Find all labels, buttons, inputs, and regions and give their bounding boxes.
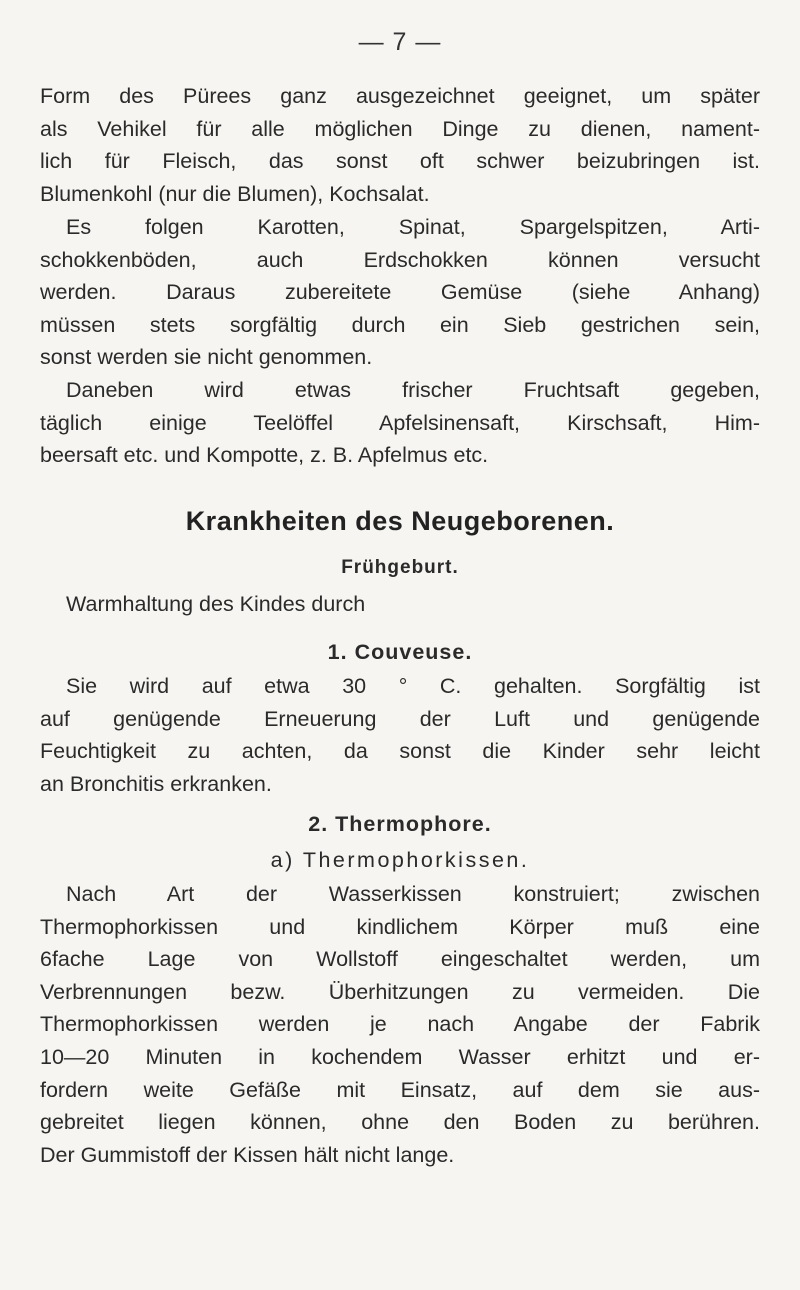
text-line: Es folgen Karotten, Spinat, Spargelspitzen, Arti-	[66, 215, 760, 239]
item-couveuse-title: 1. Couveuse.	[327, 640, 473, 664]
text-line: Der Gummistoff der Kissen hält nicht lange.	[40, 1142, 455, 1167]
text-line: beersaft etc. und Kompotte, z. B. Apfelmus etc.	[40, 443, 489, 468]
section-subheading: Frühgeburt.	[341, 557, 459, 578]
text-line: sonst werden sie nicht genommen.	[40, 345, 373, 370]
text-line: Nach Art der Wasserkissen konstruiert; zwischen	[66, 882, 760, 906]
paragraph-vegetables	[40, 211, 760, 374]
text-line: schokkenböden, auch Erdschokken können versucht	[40, 247, 760, 272]
text-line: lich für Fleisch, das sonst oft schwer beizubringen ist.	[40, 149, 760, 174]
page-number: — 7 —	[358, 28, 442, 56]
text-line: an Bronchitis erkranken.	[40, 771, 272, 796]
text-line: Blumenkohl (nur die Blumen), Kochsalat.	[40, 181, 430, 206]
paragraph-fruit-juice	[40, 374, 760, 472]
text-line: Form des Pürees ganz ausgezeichnet geeignet, um später	[40, 84, 760, 108]
text-line: täglich einige Teelöffel Apfelsinensaft, Kirschsaft, Him-	[40, 410, 760, 435]
item-thermophore-title: 2. Thermophore.	[308, 812, 492, 836]
text-line: 6fache Lage von Wollstoff eingeschaltet werden, um	[40, 947, 760, 972]
text-line: fordern weite Gefäße mit Einsatz, auf dem sie aus-	[40, 1077, 760, 1102]
section-heading: Krankheiten des Neugeborenen.	[185, 506, 615, 536]
text-line: auf genügende Erneuerung der Luft und genügende	[40, 706, 760, 731]
paragraph-couveuse	[40, 670, 760, 800]
text-line: Thermophorkissen und kindlichem Körper muß eine	[40, 914, 760, 939]
intro-line	[40, 588, 760, 621]
text-line: gebreitet liegen können, ohne den Boden zu berühren.	[40, 1110, 760, 1135]
paragraph-thermophorkissen	[40, 878, 760, 1171]
text-line: 10—20 Minuten in kochendem Wasser erhitzt und er-	[40, 1044, 760, 1069]
text-line: als Vehikel für alle möglichen Dinge zu dienen, nament-	[40, 116, 760, 141]
text-line: Warmhaltung des Kindes durch	[66, 592, 366, 616]
text-line: Feuchtigkeit zu achten, da sonst die Kinder sehr leicht	[40, 739, 760, 764]
paragraph-puree	[40, 80, 760, 210]
text-line: Thermophorkissen werden je nach Angabe der Fabrik	[40, 1012, 760, 1037]
item-thermophorkissen-subtitle: a) Thermophorkissen.	[270, 848, 530, 872]
text-line: werden. Daraus zubereitete Gemüse (siehe Anhang)	[40, 280, 760, 305]
text-line: Verbrennungen bezw. Überhitzungen zu vermeiden. Die	[40, 979, 760, 1004]
book-page	[40, 0, 760, 1290]
text-line: Daneben wird etwas frischer Fruchtsaft gegeben,	[66, 378, 760, 402]
text-line: müssen stets sorgfältig durch ein Sieb gestrichen sein,	[40, 312, 760, 337]
text-line: Sie wird auf etwa 30 ° C. gehalten. Sorgfältig ist	[66, 674, 760, 698]
